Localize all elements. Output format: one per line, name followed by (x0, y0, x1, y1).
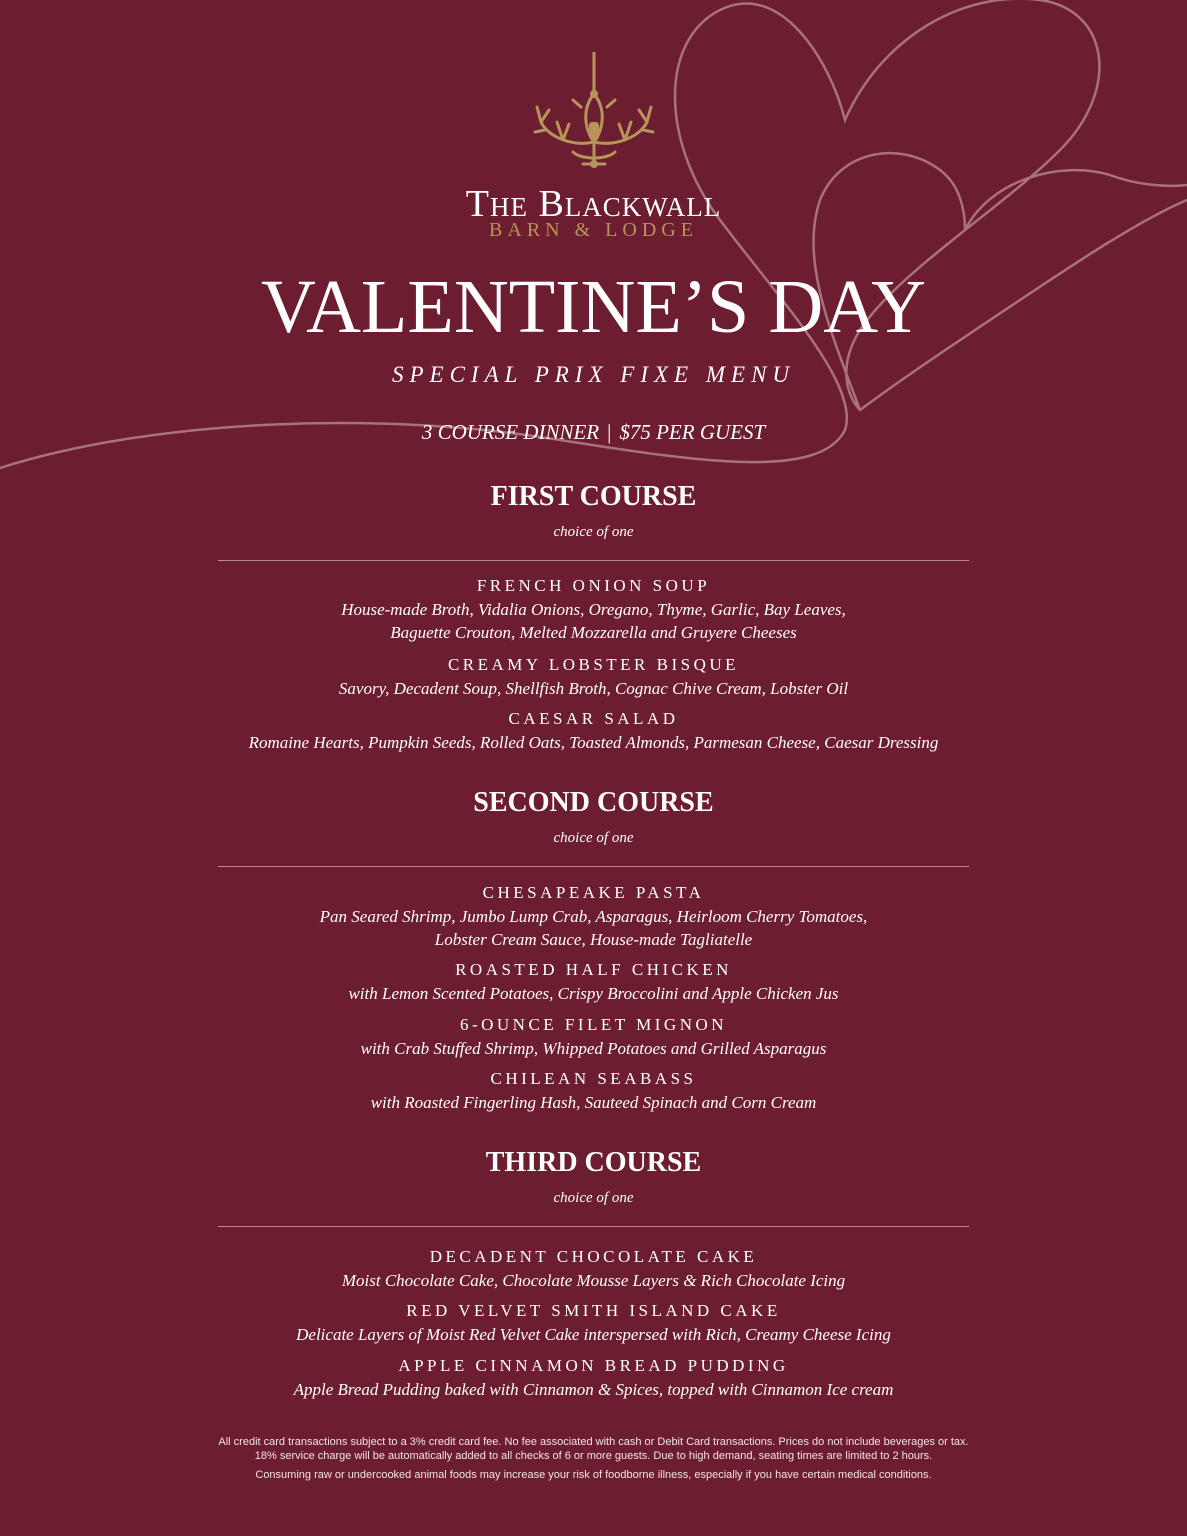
third-course-title: THIRD COURSE (485, 1147, 702, 1178)
dish-description: with Crab Stuffed Shrimp, Whipped Potatoes and Grilled Asparagus (360, 1039, 827, 1058)
dish-name: DECADENT CHOCOLATE CAKE (429, 1247, 758, 1266)
brand-subname: BARN & LODGE (489, 219, 698, 241)
first-course-choice: choice of one (553, 524, 634, 540)
dish-name: RED VELVET SMITH ISLAND CAKE (406, 1301, 781, 1320)
dish-description: with Lemon Scented Potatoes, Crispy Broccolini and Apple Chicken Jus (348, 984, 839, 1003)
third-course-choice: choice of one (553, 1190, 634, 1206)
menu-subtitle: SPECIAL PRIX FIXE MENU (391, 362, 796, 387)
third-course-divider (218, 1226, 969, 1227)
first-course-divider (218, 560, 969, 561)
dish-description: Moist Chocolate Cake, Chocolate Mousse Layers & Rich Chocolate Icing (341, 1271, 846, 1290)
dish-description: Lobster Cream Sauce, House-made Tagliatelle (434, 930, 753, 949)
dish-description: Delicate Layers of Moist Red Velvet Cake interspersed with Rich, Creamy Cheese Icing (296, 1325, 891, 1344)
chandelier-icon (533, 52, 655, 177)
second-course-choice: choice of one (553, 830, 634, 846)
dish-description: Baguette Crouton, Melted Mozzarella and Gruyere Cheeses (390, 623, 797, 642)
dish-description: House-made Broth, Vidalia Onions, Oregano, Thyme, Garlic, Bay Leaves, (341, 600, 846, 619)
dish-name: 6-OUNCE FILET MIGNON (459, 1015, 728, 1034)
dish-description: with Roasted Fingerling Hash, Sauteed Spinach and Corn Cream (370, 1093, 817, 1112)
second-course-divider (218, 866, 969, 867)
first-course-title: FIRST COURSE (490, 481, 697, 512)
dish-name: FRENCH ONION SOUP (476, 576, 711, 595)
dish-name: APPLE CINNAMON BREAD PUDDING (398, 1356, 789, 1375)
dish-name: CAESAR SALAD (508, 709, 679, 728)
dish-description: Pan Seared Shrimp, Jumbo Lump Crab, Asparagus, Heirloom Cherry Tomatoes, (319, 907, 868, 926)
footer-health-advisory: Consuming raw or undercooked animal foods may increase your risk of foodborne illness, especially if you have certain medical conditions. (255, 1469, 932, 1481)
dish-description: Apple Bread Pudding baked with Cinnamon & Spices, topped with Cinnamon Ice cream (293, 1380, 894, 1399)
offer-line (0, 417, 1187, 447)
dish-description: Savory, Decadent Soup, Shellfish Broth, Cognac Chive Cream, Lobster Oil (338, 679, 849, 698)
dish-name: CHILEAN SEABASS (490, 1069, 697, 1088)
dish-name: CHESAPEAKE PASTA (482, 883, 705, 902)
footer-credit-card-note: All credit card transactions subject to a 3% credit card fee. No fee associated with cash or Debit Card transactions. Prices do not include beverages or tax. (218, 1436, 969, 1448)
footer-service-charge-note: 18% service charge will be automatically added to all checks of 6 or more guests. Due to high demand, seating times are limited to 2 hours. (254, 1450, 933, 1462)
brand-name: The Blackwall (465, 183, 722, 225)
dish-name: ROASTED HALF CHICKEN (455, 960, 732, 979)
dish-name: CREAMY LOBSTER BISQUE (447, 655, 740, 674)
dish-description: Romaine Hearts, Pumpkin Seeds, Rolled Oats, Toasted Almonds, Parmesan Cheese, Caesar Dressing (248, 733, 939, 752)
page-title: VALENTINE’S DAY (261, 265, 926, 349)
offer-separator: | (607, 420, 612, 444)
offer-price: $75 PER GUEST (619, 420, 766, 444)
offer-courses: 3 COURSE DINNER (421, 420, 600, 444)
second-course-title: SECOND COURSE (473, 787, 714, 818)
